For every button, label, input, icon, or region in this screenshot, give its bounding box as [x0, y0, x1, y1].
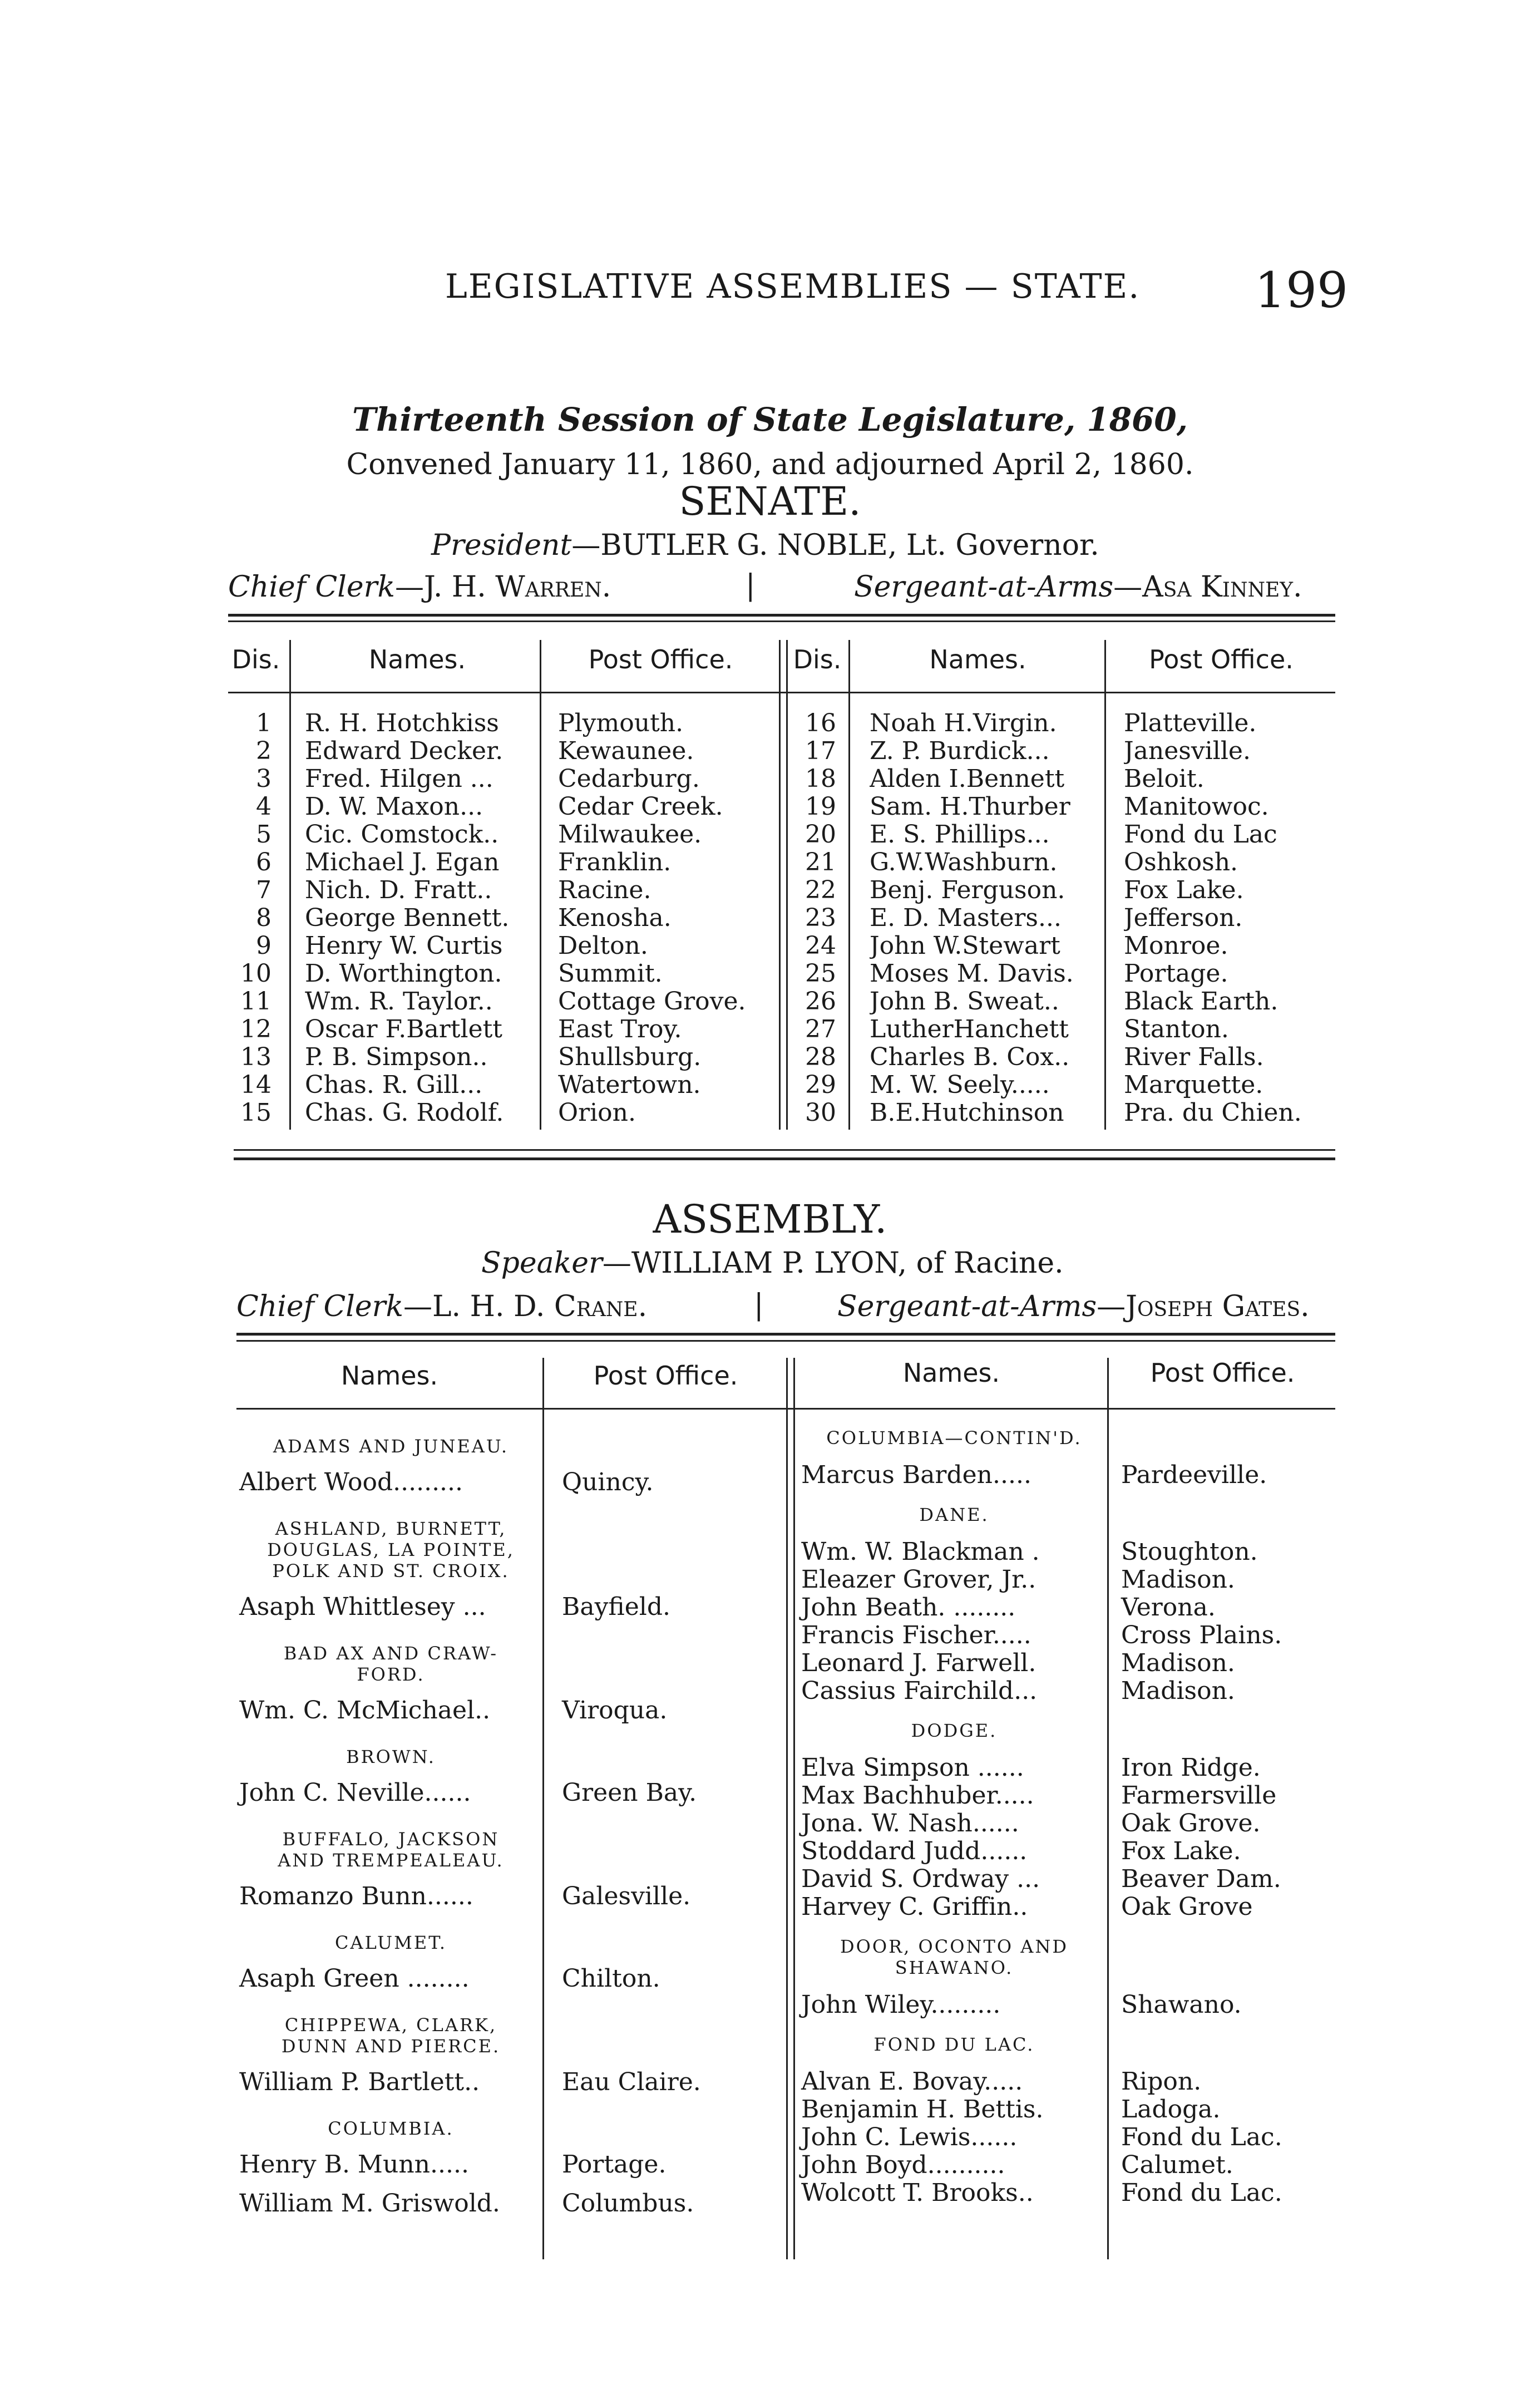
- assembly-speaker-label: Speaker: [481, 1247, 603, 1280]
- assembly-member-name: Alvan E. Bovay.....: [801, 2067, 1023, 2096]
- county-heading: FOND DU LAC.: [873, 2034, 1035, 2055]
- assembly-sergeant: [837, 1290, 1310, 1323]
- assembly-post-office: Columbus.: [562, 2189, 694, 2218]
- assembly-post-office: Madison.: [1121, 1649, 1235, 1677]
- assembly-heading: ASSEMBLY.: [653, 1196, 887, 1242]
- senate-post-office: Summit.: [558, 960, 663, 988]
- county-heading: ASHLAND, BURNETT, DOUGLAS, LA POINTE, POLK AND ST. CROIX.: [267, 1518, 515, 1582]
- assembly-post-office: Calumet.: [1121, 2151, 1233, 2179]
- senate-district-number: 15: [240, 1099, 272, 1127]
- assembly-speaker-value: —WILLIAM P. LYON, of Racine.: [602, 1247, 1064, 1280]
- assembly-header-names: Names.: [902, 1358, 1000, 1388]
- senate-district-number: 7: [256, 876, 272, 904]
- assembly-post-office: Fox Lake.: [1121, 1837, 1241, 1865]
- senate-district-number: 22: [805, 876, 836, 904]
- senate-member-name: G.W.Washburn.: [870, 849, 1058, 876]
- assembly-member-name: Jona. W. Nash......: [801, 1809, 1019, 1838]
- senate-post-office: Cottage Grove.: [558, 988, 746, 1016]
- senate-chief-clerk: [228, 570, 611, 604]
- assembly-member-name: Eleazer Grover, Jr..: [801, 1565, 1036, 1594]
- senate-right-names-column: [870, 710, 1103, 1127]
- senate-post-office: River Falls.: [1124, 1043, 1264, 1071]
- assembly-chief-clerk-label: Chief Clerk: [236, 1290, 404, 1323]
- senate-bottom-rule-thick: [234, 1157, 1335, 1160]
- senate-right-dis-column: [786, 710, 836, 1127]
- senate-member-name: B.E.Hutchinson: [870, 1099, 1064, 1127]
- senate-sergeant-label: Sergeant-at-Arms: [854, 570, 1114, 604]
- senate-col-divider: [848, 640, 850, 1130]
- assembly-member-name: Wolcott T. Brooks..: [801, 2179, 1034, 2207]
- assembly-top-rule-thin: [236, 1340, 1335, 1342]
- senate-sergeant: [854, 570, 1302, 604]
- senate-left-dis-column: [223, 710, 272, 1127]
- senate-member-name: Chas. R. Gill...: [305, 1071, 483, 1099]
- assembly-member-name: Benjamin H. Bettis.: [801, 2095, 1044, 2124]
- assembly-post-office: Ladoga.: [1121, 2095, 1221, 2124]
- senate-post-office: Cedar Creek.: [558, 793, 723, 821]
- senate-district-number: 18: [805, 765, 836, 793]
- senate-col-divider: [1104, 640, 1106, 1130]
- senate-post-office: Kenosha.: [558, 904, 672, 932]
- senate-district-number: 14: [240, 1071, 272, 1099]
- county-heading: CALUMET.: [335, 1932, 447, 1953]
- senate-district-number: 13: [240, 1043, 272, 1071]
- session-title: Thirteenth Session of State Legislature, 1860,: [352, 401, 1188, 439]
- senate-header-names: Names.: [368, 644, 466, 674]
- senate-district-number: 28: [805, 1043, 836, 1071]
- assembly-post-office: Bayfield.: [562, 1593, 671, 1621]
- senate-district-number: 3: [256, 765, 272, 793]
- senate-member-name: D. W. Maxon...: [305, 793, 483, 821]
- senate-chief-clerk-label: Chief Clerk: [228, 570, 396, 604]
- assembly-post-office: Iron Ridge.: [1121, 1753, 1261, 1782]
- senate-right-post-office-column: [1124, 710, 1335, 1127]
- senate-post-office: Fond du Lac: [1124, 821, 1277, 849]
- assembly-member-name: Stoddard Judd......: [801, 1837, 1028, 1865]
- assembly-member-name: Leonard J. Farwell.: [801, 1649, 1036, 1677]
- assembly-post-office: Portage.: [562, 2150, 667, 2179]
- senate-district-number: 6: [256, 849, 272, 876]
- page-number: 199: [1255, 262, 1348, 319]
- county-heading: BAD AX AND CRAW- FORD.: [283, 1643, 498, 1685]
- senate-member-name: Benj. Ferguson.: [870, 876, 1065, 904]
- assembly-post-office: Oak Grove.: [1121, 1809, 1261, 1838]
- assembly-header-post-office: Post Office.: [593, 1361, 738, 1391]
- county-heading: BUFFALO, JACKSON AND TREMPEALEAU.: [278, 1829, 504, 1871]
- assembly-member-name: Marcus Barden.....: [801, 1461, 1031, 1489]
- senate-header-names: Names.: [929, 644, 1026, 674]
- senate-district-number: 30: [805, 1099, 836, 1127]
- assembly-member-name: Asaph Green ........: [239, 1964, 470, 1993]
- senate-post-office: Shullsburg.: [558, 1043, 702, 1071]
- assembly-sergeant-label: Sergeant-at-Arms: [837, 1290, 1097, 1323]
- senate-district-number: 5: [256, 821, 272, 849]
- assembly-post-office: Stoughton.: [1121, 1538, 1258, 1566]
- senate-member-name: Oscar F.Bartlett: [305, 1016, 502, 1043]
- senate-member-name: E. D. Masters...: [870, 904, 1062, 932]
- assembly-post-office: Fond du Lac.: [1121, 2179, 1282, 2207]
- assembly-chief-clerk-value: —L. H. D. Crane.: [403, 1290, 648, 1323]
- senate-header-dis: Dis.: [793, 644, 842, 674]
- senate-post-office: Plymouth.: [558, 710, 684, 737]
- assembly-post-office: Ripon.: [1121, 2067, 1202, 2096]
- assembly-post-office: Farmersville: [1121, 1781, 1277, 1810]
- assembly-member-name: John C. Lewis......: [801, 2123, 1018, 2151]
- senate-member-name: Chas. G. Rodolf.: [305, 1099, 504, 1127]
- assembly-member-name: Wm. W. Blackman .: [801, 1538, 1040, 1566]
- senate-president-label: President: [431, 529, 572, 562]
- assembly-post-office: Madison.: [1121, 1677, 1235, 1705]
- assembly-col-divider: [793, 1358, 795, 2259]
- senate-district-number: 1: [256, 710, 272, 737]
- county-heading: COLUMBIA.: [328, 2118, 454, 2139]
- senate-left-post-office-column: [558, 710, 778, 1127]
- senate-district-number: 9: [256, 932, 272, 960]
- senate-member-name: E. S. Phillips...: [870, 821, 1050, 849]
- assembly-member-name: Cassius Fairchild...: [801, 1677, 1038, 1705]
- officer-separator: |: [746, 569, 756, 602]
- senate-member-name: Alden I.Bennett: [870, 765, 1065, 793]
- senate-post-office: Black Earth.: [1124, 988, 1279, 1016]
- senate-district-number: 23: [805, 904, 836, 932]
- running-title: LEGISLATIVE ASSEMBLIES — STATE.: [445, 267, 1141, 306]
- assembly-col-divider: [786, 1358, 788, 2259]
- assembly-member-name: Francis Fischer.....: [801, 1621, 1031, 1649]
- assembly-post-office: Cross Plains.: [1121, 1621, 1282, 1649]
- senate-post-office: Beloit.: [1124, 765, 1205, 793]
- assembly-member-name: Henry B. Munn.....: [239, 2150, 469, 2179]
- senate-district-number: 10: [240, 960, 272, 988]
- assembly-member-name: Wm. C. McMichael..: [239, 1696, 491, 1725]
- assembly-sergeant-value: —Joseph Gates.: [1097, 1290, 1310, 1323]
- senate-district-number: 11: [240, 988, 272, 1016]
- senate-member-name: Sam. H.Thurber: [870, 793, 1070, 821]
- senate-header-post-office: Post Office.: [1149, 644, 1294, 674]
- senate-district-number: 17: [805, 737, 836, 765]
- assembly-member-name: John Boyd..........: [801, 2151, 1005, 2179]
- senate-district-number: 29: [805, 1071, 836, 1099]
- assembly-header-post-office: Post Office.: [1150, 1358, 1295, 1388]
- senate-district-number: 25: [805, 960, 836, 988]
- senate-district-number: 8: [256, 904, 272, 932]
- senate-member-name: Nich. D. Fratt..: [305, 876, 492, 904]
- assembly-col-divider: [1107, 1358, 1109, 2259]
- senate-member-name: Henry W. Curtis: [305, 932, 503, 960]
- senate-post-office: Oshkosh.: [1124, 849, 1238, 876]
- assembly-member-name: Elva Simpson ......: [801, 1753, 1024, 1782]
- senate-district-number: 4: [256, 793, 272, 821]
- senate-member-name: Z. P. Burdick...: [870, 737, 1050, 765]
- senate-post-office: Pra. du Chien.: [1124, 1099, 1302, 1127]
- senate-district-number: 12: [240, 1016, 272, 1043]
- senate-post-office: Orion.: [558, 1099, 636, 1127]
- senate-member-name: R. H. Hotchkiss: [305, 710, 499, 737]
- assembly-post-office: Quincy.: [562, 1468, 654, 1496]
- assembly-post-office: Green Bay.: [562, 1779, 697, 1807]
- officer-separator: |: [754, 1288, 764, 1322]
- assembly-col-divider: [542, 1358, 544, 2259]
- assembly-member-name: William P. Bartlett..: [239, 2068, 480, 2096]
- senate-member-name: Michael J. Egan: [305, 849, 500, 876]
- assembly-top-rule: [236, 1333, 1335, 1336]
- senate-member-name: Cic. Comstock..: [305, 821, 499, 849]
- assembly-member-name: Harvey C. Griffin..: [801, 1893, 1028, 1921]
- senate-heading: SENATE.: [679, 479, 861, 524]
- county-heading: BROWN.: [346, 1746, 436, 1767]
- assembly-member-name: John C. Neville......: [239, 1779, 471, 1807]
- assembly-post-office: Pardeeville.: [1121, 1461, 1267, 1489]
- senate-post-office: Racine.: [558, 876, 651, 904]
- senate-post-office: Portage.: [1124, 960, 1228, 988]
- senate-member-name: Moses M. Davis.: [870, 960, 1074, 988]
- assembly-post-office: Viroqua.: [562, 1696, 668, 1725]
- senate-header-post-office: Post Office.: [588, 644, 733, 674]
- senate-district-number: 2: [256, 737, 272, 765]
- assembly-post-office: Chilton.: [562, 1964, 660, 1993]
- county-heading: ADAMS AND JUNEAU.: [273, 1436, 509, 1457]
- assembly-member-name: William M. Griswold.: [239, 2189, 500, 2218]
- assembly-member-name: Asaph Whittlesey ...: [239, 1593, 486, 1621]
- assembly-post-office: Shawano.: [1121, 1991, 1242, 2019]
- senate-header-dis: Dis.: [231, 644, 280, 674]
- assembly-post-office: Galesville.: [562, 1882, 691, 1910]
- assembly-member-name: Max Bachhuber.....: [801, 1781, 1034, 1810]
- assembly-header-names: Names.: [340, 1361, 438, 1391]
- assembly-member-name: John Wiley.........: [801, 1991, 1001, 2019]
- senate-member-name: Charles B. Cox..: [870, 1043, 1070, 1071]
- county-heading: DANE.: [919, 1504, 989, 1525]
- senate-col-divider: [540, 640, 541, 1130]
- senate-col-divider: [779, 640, 781, 1130]
- senate-post-office: Kewaunee.: [558, 737, 694, 765]
- assembly-post-office: Verona.: [1121, 1593, 1216, 1622]
- senate-member-name: Fred. Hilgen ...: [305, 765, 493, 793]
- senate-col-divider: [289, 640, 291, 1130]
- senate-post-office: East Troy.: [558, 1016, 682, 1043]
- senate-member-name: George Bennett.: [305, 904, 510, 932]
- senate-post-office: Watertown.: [558, 1071, 701, 1099]
- senate-bottom-rule: [234, 1149, 1335, 1151]
- senate-post-office: Marquette.: [1124, 1071, 1263, 1099]
- county-heading: DODGE.: [911, 1720, 998, 1741]
- senate-top-rule: [228, 614, 1335, 617]
- senate-post-office: Platteville.: [1124, 710, 1257, 737]
- senate-president-value: —BUTLER G. NOBLE, Lt. Governor.: [571, 529, 1099, 562]
- senate-district-number: 24: [805, 932, 836, 960]
- assembly-member-name: David S. Ordway ...: [801, 1865, 1040, 1893]
- senate-post-office: Stanton.: [1124, 1016, 1229, 1043]
- senate-header-rule: [228, 692, 1335, 693]
- senate-member-name: Edward Decker.: [305, 737, 504, 765]
- senate-member-name: M. W. Seely.....: [870, 1071, 1050, 1099]
- senate-district-number: 20: [805, 821, 836, 849]
- senate-district-number: 27: [805, 1016, 836, 1043]
- assembly-member-name: John Beath. ........: [801, 1593, 1016, 1622]
- senate-post-office: Manitowoc.: [1124, 793, 1269, 821]
- senate-district-number: 26: [805, 988, 836, 1016]
- county-heading: CHIPPEWA, CLARK, DUNN AND PIERCE.: [281, 2014, 501, 2057]
- senate-district-number: 19: [805, 793, 836, 821]
- senate-top-rule-thin: [228, 620, 1335, 622]
- assembly-member-name: Romanzo Bunn......: [239, 1882, 473, 1910]
- senate-president: [431, 529, 1099, 562]
- senate-post-office: Jefferson.: [1124, 904, 1243, 932]
- senate-member-name: D. Worthington.: [305, 960, 502, 988]
- assembly-post-office: Beaver Dam.: [1121, 1865, 1281, 1893]
- assembly-post-office: Madison.: [1121, 1565, 1235, 1594]
- assembly-speaker: [481, 1247, 1064, 1280]
- county-heading: COLUMBIA—CONTIN'D.: [826, 1427, 1082, 1449]
- senate-left-names-column: [305, 710, 539, 1127]
- assembly-post-office: Eau Claire.: [562, 2068, 701, 2096]
- assembly-member-name: Albert Wood.........: [239, 1468, 463, 1496]
- senate-post-office: Franklin.: [558, 849, 672, 876]
- senate-post-office: Janesville.: [1124, 737, 1251, 765]
- assembly-post-office: Fond du Lac.: [1121, 2123, 1282, 2151]
- assembly-post-office: Oak Grove: [1121, 1893, 1253, 1921]
- session-dates: Convened January 11, 1860, and adjourned April 2, 1860.: [346, 448, 1194, 481]
- senate-member-name: John W.Stewart: [870, 932, 1060, 960]
- senate-chief-clerk-value: —J. H. Warren.: [395, 570, 611, 604]
- senate-member-name: Wm. R. Taylor..: [305, 988, 493, 1016]
- senate-post-office: Milwaukee.: [558, 821, 702, 849]
- senate-member-name: John B. Sweat..: [870, 988, 1059, 1016]
- senate-post-office: Cedarburg.: [558, 765, 700, 793]
- senate-district-number: 16: [805, 710, 836, 737]
- county-heading: DOOR, OCONTO AND SHAWANO.: [840, 1936, 1069, 1978]
- senate-sergeant-value: —Asa Kinney.: [1113, 570, 1302, 604]
- senate-member-name: P. B. Simpson..: [305, 1043, 488, 1071]
- senate-post-office: Delton.: [558, 932, 648, 960]
- senate-member-name: LutherHanchett: [870, 1016, 1069, 1043]
- senate-district-number: 21: [805, 849, 836, 876]
- senate-member-name: Noah H.Virgin.: [870, 710, 1057, 737]
- senate-post-office: Monroe.: [1124, 932, 1228, 960]
- senate-post-office: Fox Lake.: [1124, 876, 1244, 904]
- assembly-chief-clerk: [236, 1290, 647, 1323]
